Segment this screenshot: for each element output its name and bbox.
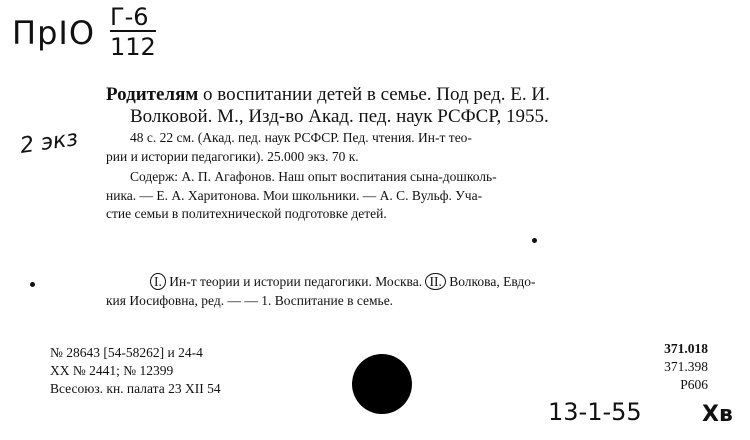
entry-contents-line-1: Содерж: А. П. Агафонов. Наш опыт воспитания сына-дошколь- [130,169,497,184]
footer-chamber: Всесоюз. кн. палата 23 XII 54 [50,381,221,396]
entry-heading: Родителям [106,84,199,105]
tracing-line-2: кия Иосифовна, ред. — — 1. Воспитание в семье. [106,293,394,308]
classification-secondary: 371.398 [664,359,708,374]
handwritten-date: 13-1-55 [548,398,642,426]
author-mark: Р606 [680,377,708,392]
entry-line-2: Волковой. М., Изд-во Акад. пед. наук РСФСР, 1955. [130,106,549,127]
entry-line-4: рии и истории педагогики). 25.000 экз. 70 к. [106,149,359,164]
card-punch-hole [352,354,412,414]
tracing-mark-2: II. [425,273,445,290]
classification-udc: 371.018 [664,341,708,356]
entry-contents-line-2: ника. — Е. А. Харитонова. Мои школьники. — А. С. Вульф. Уча- [106,188,483,203]
entry-line-1 [106,84,550,106]
handwritten-copies-note: 2 экз [18,126,80,159]
tracing-mark-1: I. [150,273,166,290]
entry-line-1-rest: о воспитании детей в семье. Под ред. Е. И. [198,84,550,105]
handwritten-corner-mark: Хв [702,402,733,427]
tracing-text-2: Волкова, Евдо- [445,274,536,289]
tracing-line-1 [150,272,536,291]
footer-registry: XX № 2441; № 12399 [50,363,174,378]
entry-line-3: 48 с. 22 см. (Акад. пед. наук РСФСР. Пед. чтения. Ин-т тео- [130,130,472,145]
shelf-denominator: 112 [110,30,156,60]
footer-card-number: № 28643 [54-58262] и 24-4 [50,345,203,360]
handwritten-shelf-fraction [110,4,156,60]
handwritten-call-number: ПрІО [12,14,95,52]
ink-dot [532,238,537,243]
ink-dot [30,282,35,287]
tracing-text-1: Ин-т теории и истории педагогики. Москва. [165,274,423,289]
entry-contents-line-3: стие семьи в политехнической подготовке детей. [106,206,387,221]
shelf-numerator: Г-6 [110,3,149,31]
